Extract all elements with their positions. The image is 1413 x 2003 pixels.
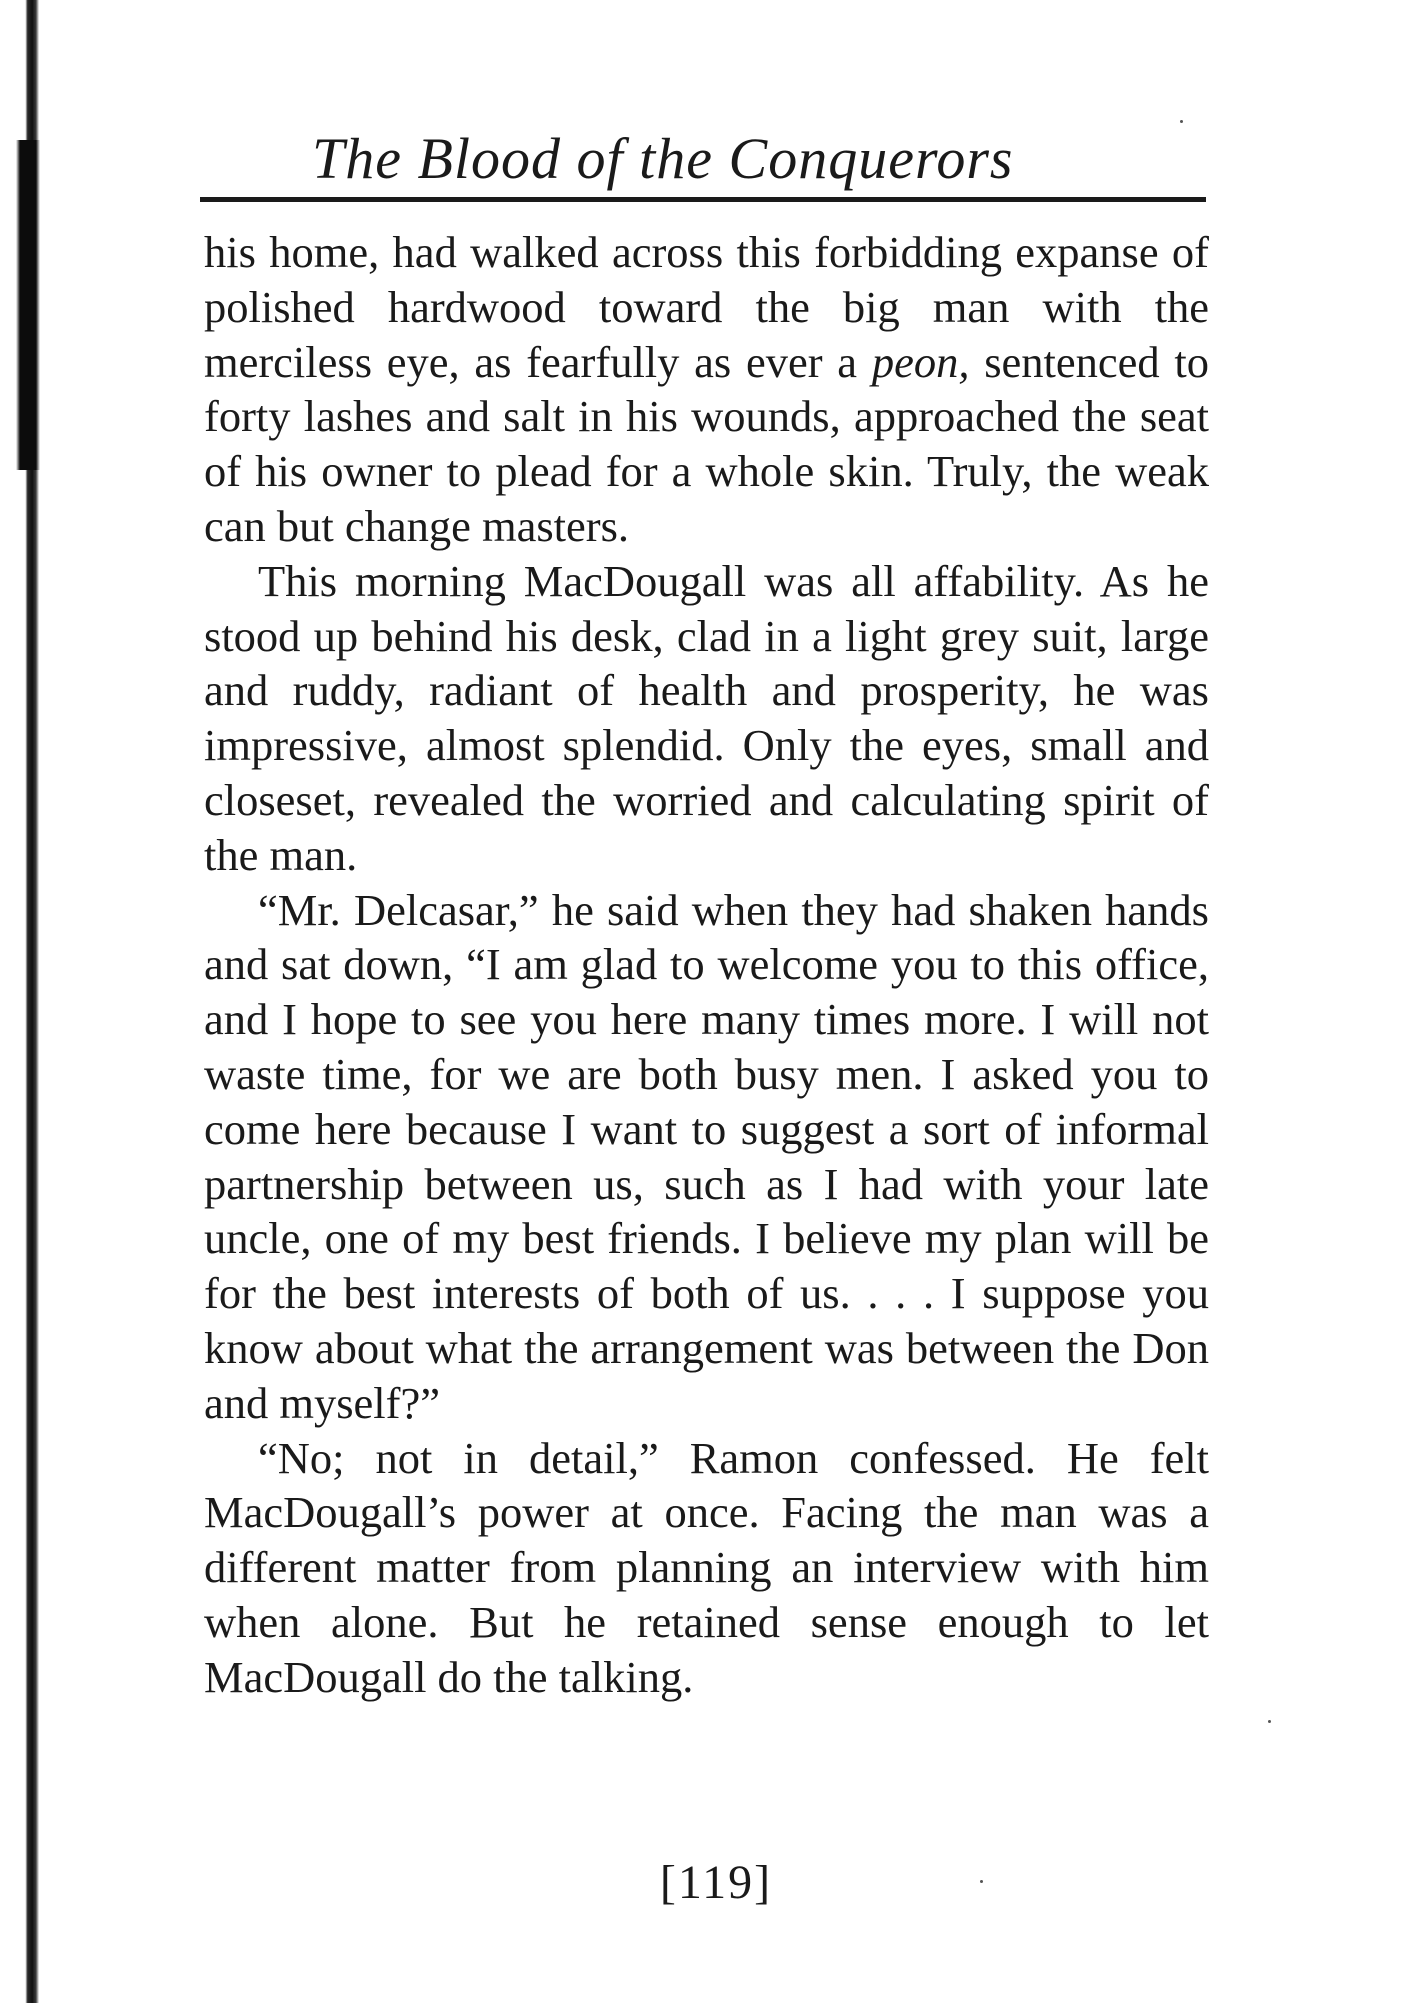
paragraph-4: “No; not in detail,” Ramon confessed. He felt MacDougall’s power at once. Facing the man was a different matter from planning an interview with him when alone. But he retained sense enough to let MacDougall do the talking.: [204, 1432, 1209, 1702]
scan-speck: [1268, 1720, 1271, 1723]
header-rule: [200, 197, 1206, 202]
page-number: [119]: [659, 1856, 773, 1909]
paragraph-1: [204, 225, 1209, 554]
scan-speck: [1180, 120, 1183, 123]
binding-shadow: [0, 140, 40, 470]
page-header: [200, 115, 1210, 205]
paragraph-3: “Mr. Delcasar,” he said when they had shaken hands and sat down, “I am glad to welcome you to this office, and I hope to see you here many times more. I will not waste time, for we are both busy men. I asked you to come here because I want to suggest a sort of informal partnership between us, such as I had with your late uncle, one of my best friends. I believe my plan will be for the best interests of both of us. . . . I suppose you know about what the arrangement was between the Don and myself?”: [204, 884, 1209, 1428]
paragraph-1-tail: sentenced to forty lashes and salt in his wounds, approached the seat of his owner to plead for a whole skin. Truly, the weak can but change masters.: [204, 336, 1209, 551]
paragraph-1-lead: his home, had walked across this forbidding expanse of polished hardwood toward the big man with the merciless eye, as fearfully as ever a: [204, 227, 1209, 387]
scan-speck: [980, 1880, 983, 1883]
emphasis-peon: peon,: [871, 336, 970, 387]
running-title: The Blood of the Conquerors: [312, 126, 1014, 191]
body-text: [204, 225, 1209, 1705]
paragraph-2: This morning MacDougall was all affability. As he stood up behind his desk, clad in a light grey suit, large and ruddy, radiant of health and prosperity, he was impressive, almost splendid. Only the eyes, small and closeset, revealed the worried and calculating spirit of the man.: [204, 555, 1209, 880]
